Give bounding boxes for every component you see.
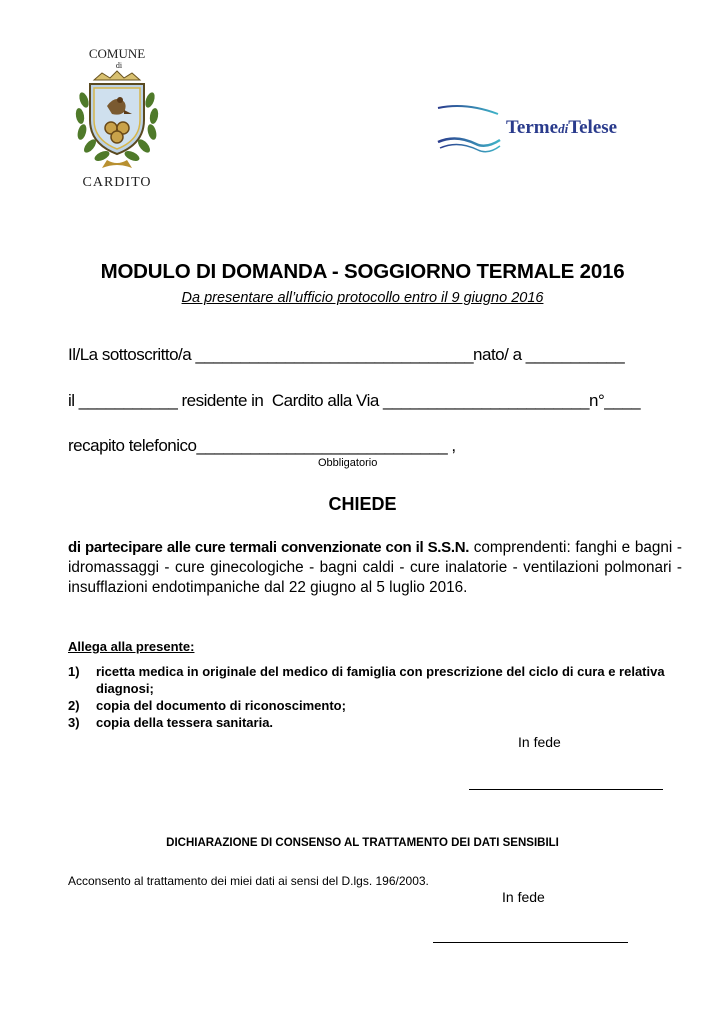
list-item — [68, 697, 683, 714]
chiede-heading: CHIEDE — [328, 494, 397, 514]
list-item — [68, 714, 683, 731]
list-item-number: 3) — [68, 715, 80, 730]
terme-text: TermediTelese — [506, 117, 618, 138]
comune-cardito-logo — [62, 40, 172, 190]
signature-line-1 — [469, 788, 663, 790]
list-item — [68, 663, 683, 697]
form-line-phone: recapito telefonico____________________________ , — [68, 436, 456, 455]
consenso-text: Acconsento al trattamento dei miei dati ai sensi del D.lgs. 196/2003. — [68, 874, 429, 888]
request-rest: comprendenti: fanghi e bagni - idromassaggi - cure ginecologiche - bagni caldi - cure inalatorie - ventilazioni polmonari - insufflazioni endotimpaniche dal 22 giugno al 5 luglio 2016. — [68, 539, 682, 596]
list-item-number: 2) — [68, 698, 80, 713]
signature-line-2 — [433, 941, 628, 943]
comune-di-text: di — [115, 61, 123, 70]
consenso-title: DICHIARAZIONE DI CONSENSO AL TRATTAMENTO DEI DATI SENSIBILI — [166, 837, 559, 849]
signature-label-1: In fede — [518, 734, 561, 750]
signature-label-2: In fede — [502, 889, 545, 905]
terme-telese-logo — [436, 100, 671, 160]
request-paragraph — [68, 538, 682, 598]
form-line-name: Il/La sottoscritto/a _______________________________nato/ a ___________ — [68, 345, 625, 364]
document-title: MODULO DI DOMANDA - SOGGIORNO TERMALE 2016 — [100, 260, 625, 283]
list-item-text: copia del documento di riconoscimento; — [96, 698, 346, 713]
document-subtitle: Da presentare all’ufficio protocollo entro il 9 giugno 2016 — [181, 290, 544, 306]
request-lead: di partecipare alle cure termali convenzionate con il S.S.N. — [68, 539, 470, 556]
obbligatorio-note: Obbligatorio — [318, 457, 378, 469]
comune-top-text: COMUNE — [88, 46, 146, 61]
form-line-address: il ___________ residente in Cardito alla Via _______________________n°____ — [68, 391, 641, 410]
list-item-number: 1) — [68, 664, 80, 679]
colonnade-icon — [438, 106, 500, 152]
list-item-text: copia della tessera sanitaria. — [96, 715, 274, 730]
comune-name-text: CARDITO — [82, 175, 152, 190]
allega-list — [68, 663, 683, 731]
list-item-text: ricetta medica in originale del medico di famiglia con prescrizione del ciclo di cura e relativa diagnosi; — [96, 664, 665, 696]
allega-title: Allega alla presente: — [68, 639, 195, 654]
